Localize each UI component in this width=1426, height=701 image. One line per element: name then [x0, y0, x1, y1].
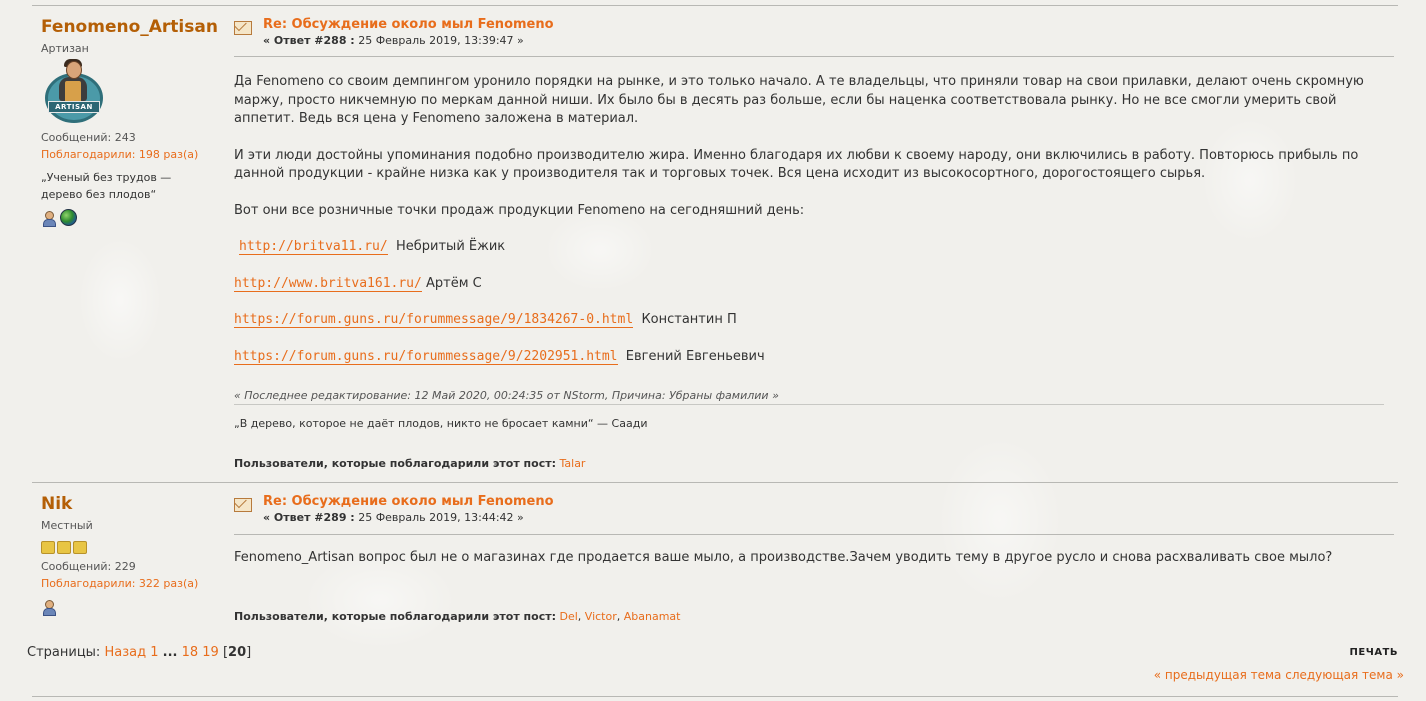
topic-nav: [1154, 668, 1404, 682]
signature-divider: [234, 404, 1384, 405]
thanked-by: [234, 457, 585, 470]
page-ellipsis: ...: [162, 645, 178, 660]
thanked-by: Пользователи, которые поблагодарили этот пост: Del, Victor, Abanamat: [234, 610, 681, 623]
star-icon: [41, 541, 55, 554]
signature: „В дерево, которое не даёт плодов, никто не бросает камни“ — Саади: [234, 417, 648, 430]
shop-owner: Константин П: [641, 312, 737, 327]
avatar[interactable]: [41, 61, 105, 121]
poster-rank: Местный: [41, 519, 93, 532]
poster-motto-line1: „Ученый без трудов —: [41, 171, 172, 184]
thanked-by-label: Пользователи, которые поблагодарили этот пост:: [234, 610, 556, 623]
post-body: [234, 549, 1394, 586]
post-date: 25 Февраль 2019, 13:44:42 »: [358, 511, 524, 524]
header-divider: [234, 56, 1394, 57]
thanked-user-link[interactable]: Abanamat: [623, 610, 681, 623]
star-icon: [73, 541, 87, 554]
page-link-18[interactable]: 18: [181, 645, 199, 660]
shop-link[interactable]: http://www.britva161.ru/: [234, 275, 422, 291]
last-edit-note: « Последнее редактирование: 12 Май 2020, 00:24:35 от NStorm, Причина: Убраны фамилии »: [234, 389, 779, 402]
poster-rank: Артизан: [41, 42, 89, 55]
reply-number: « Ответ #289 :: [263, 511, 355, 524]
prev-topic-link[interactable]: « предыдущая тема: [1153, 668, 1282, 682]
thanked-user-link[interactable]: Talar: [559, 457, 586, 470]
poster-icons: [41, 596, 221, 614]
shop-link[interactable]: http://britva11.ru/: [239, 239, 388, 254]
rank-stars: [41, 539, 221, 553]
poster-name-link[interactable]: Nik: [41, 494, 73, 514]
pages-label: Страницы:: [27, 645, 101, 660]
poster-name-link[interactable]: Fenomeno_Artisan: [41, 17, 218, 37]
post-paragraph: Да Fenomeno со своим демпингом уронило порядки на рынке, и это только начало. А те владельцы, что приняли товар на свои прилавки, делают очень скромную маржу, просто никчемную по меркам данной ниши. Их было бы в десять раз больше, если бы наценка соответствовала рынку. Но не все смогли умерить свой аппетит. Ведь вся цена у Fenomeno заложена в материал.: [234, 74, 1364, 126]
shop-link[interactable]: https://forum.guns.ru/forummessage/9/1834267-0.html: [234, 312, 634, 327]
shop-owner: Евгений Евгеньевич: [625, 348, 765, 364]
shop-entry: [234, 348, 1394, 367]
poster-motto-line2: дерево без плодов“: [41, 188, 157, 201]
bottom-divider: [32, 696, 1398, 697]
next-topic-link[interactable]: следующая тема »: [1285, 668, 1404, 682]
poster-motto: [41, 169, 221, 203]
print-button[interactable]: ПЕЧАТЬ: [1349, 647, 1398, 658]
message-count: Сообщений: 243: [41, 131, 136, 144]
top-divider: [32, 5, 1398, 6]
post-subject-link[interactable]: Re: Обсуждение около мыл Fenomeno: [263, 494, 554, 509]
page-back-link[interactable]: Назад: [104, 645, 147, 660]
reply-number: « Ответ #288 :: [263, 34, 355, 47]
post-paragraph: Fenomeno_Artisan вопрос был не о магазинах где продается ваше мыло, а производстве.Зачем уводить тему в другое русло и снова расхваливать свое мыло?: [234, 550, 1333, 565]
page-link-19[interactable]: 19: [202, 645, 219, 660]
thanked-user-link[interactable]: Del: [559, 610, 578, 623]
shop-entry: [234, 275, 1394, 294]
profile-icon[interactable]: [41, 210, 57, 226]
profile-icon[interactable]: [41, 599, 57, 615]
star-icon: [57, 541, 71, 554]
shop-entry: [239, 238, 1394, 257]
envelope-icon: [234, 21, 252, 35]
thanked-user-link[interactable]: Victor: [584, 610, 617, 623]
pagination: Страницы: Назад 1 ... 18 19 [20]: [27, 645, 252, 660]
envelope-icon: [234, 498, 252, 512]
message-count: Сообщений: 229: [41, 560, 136, 573]
avatar-label: ARTISAN: [48, 101, 100, 113]
current-page: 20: [228, 645, 247, 660]
poster-icons: [41, 207, 221, 225]
post-body: [234, 73, 1394, 384]
poster-info: [41, 493, 221, 614]
thanked-count: Поблагодарили: 322 раз(а): [41, 577, 199, 590]
post-date: 25 Февраль 2019, 13:39:47 »: [358, 34, 524, 47]
website-globe-icon[interactable]: [60, 209, 77, 226]
shop-link[interactable]: https://forum.guns.ru/forummessage/9/2202951.html: [234, 348, 618, 364]
post-divider: [32, 482, 1398, 483]
post-info: [263, 34, 524, 48]
shop-entry: [234, 311, 1394, 330]
post-info: [263, 511, 524, 525]
header-divider: [234, 534, 1394, 535]
page-link-1[interactable]: 1: [150, 645, 159, 660]
shop-owner: Небритый Ёжик: [395, 239, 506, 254]
post-subject-link[interactable]: Re: Обсуждение около мыл Fenomeno: [263, 17, 554, 32]
shop-owner: Артём С: [425, 275, 482, 291]
thanked-by-label: Пользователи, которые поблагодарили этот пост:: [234, 457, 556, 470]
thanked-count: Поблагодарили: 198 раз(а): [41, 148, 199, 161]
poster-info: [41, 16, 221, 225]
post-paragraph: И эти люди достойны упоминания подобно производителю жира. Именно благодаря их любви к своему народу, они включились в работу. Повторюсь прибыль по данной продукции - крайне низка как у производителя так и торговых точек. Вся цена исходит из высокосортного, дорогостоящего сырья.: [234, 147, 1359, 181]
post-paragraph: Вот они все розничные точки продаж продукции Fenomeno на сегодняшний день:: [234, 202, 805, 218]
